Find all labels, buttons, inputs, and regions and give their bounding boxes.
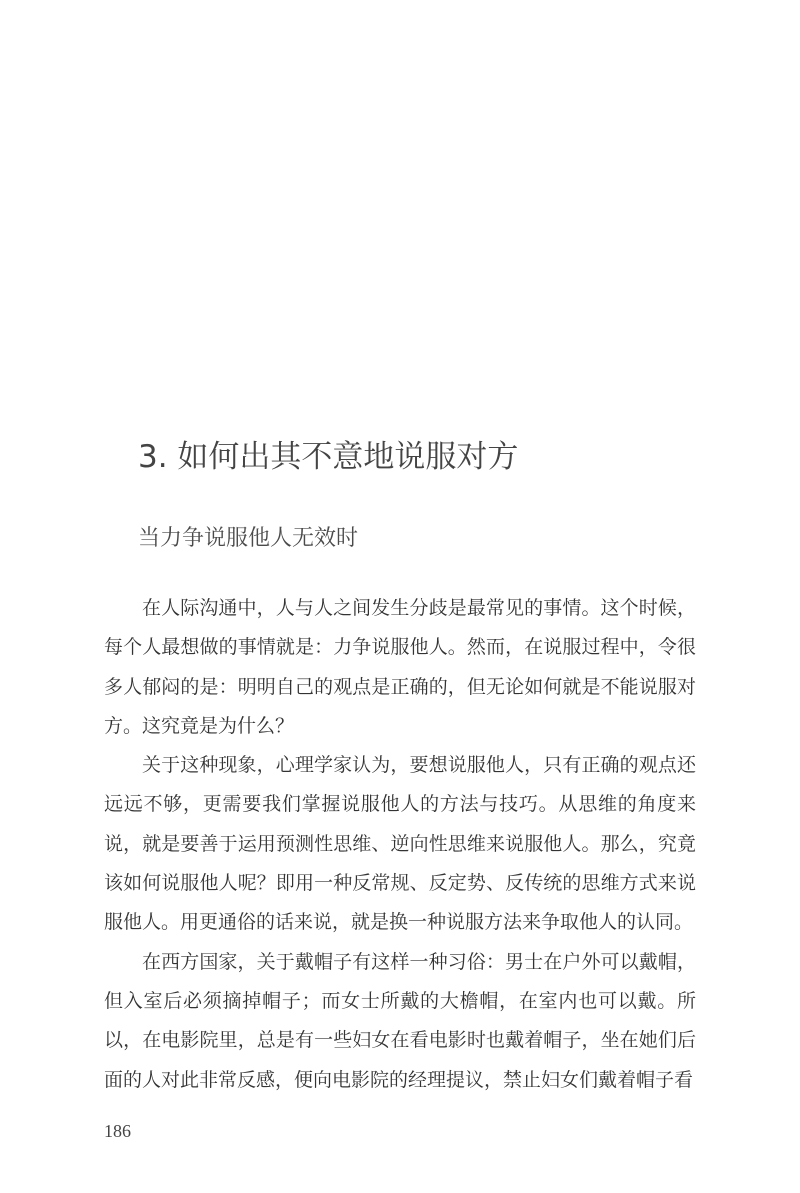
page-number: 186	[104, 1121, 131, 1141]
paragraph-3: 在西方国家，关于戴帽子有这样一种习俗：男士在户外可以戴帽，但入室后必须摘掉帽子；而女士所戴的大檐帽，在室内也可以戴。所以，在电影院里，总是有一些妇女在看电影时也戴着帽子，坐在她们后面的人对此非常反感，便向电影院的经理提议，禁止妇女们戴着帽子看	[104, 950, 696, 1091]
chapter-title: 3. 如何出其不意地说服对方	[138, 439, 519, 475]
section-title: 当力争说服他人无效时	[138, 526, 359, 551]
paragraph-2: 关于这种现象，心理学家认为，要想说服他人，只有正确的观点还远远不够，更需要我们掌握说服他人的方法与技巧。从思维的角度来说，就是要善于运用预测性思维、逆向性思维来说服他人。那么，究竟该如何说服他人呢？即用一种反常规、反定势、反传统的思维方式来说服他人。用更通俗的话来说，就是换一种说服方法来争取他人的认同。	[104, 754, 696, 934]
body-text	[104, 589, 696, 1100]
paragraph-1: 在人际沟通中，人与人之间发生分歧是最常见的事情。这个时候，每个人最想做的事情就是：力争说服他人。然而，在说服过程中，令很多人郁闷的是：明明自己的观点是正确的，但无论如何就是不能说服对方。这究竟是为什么？	[104, 597, 696, 737]
